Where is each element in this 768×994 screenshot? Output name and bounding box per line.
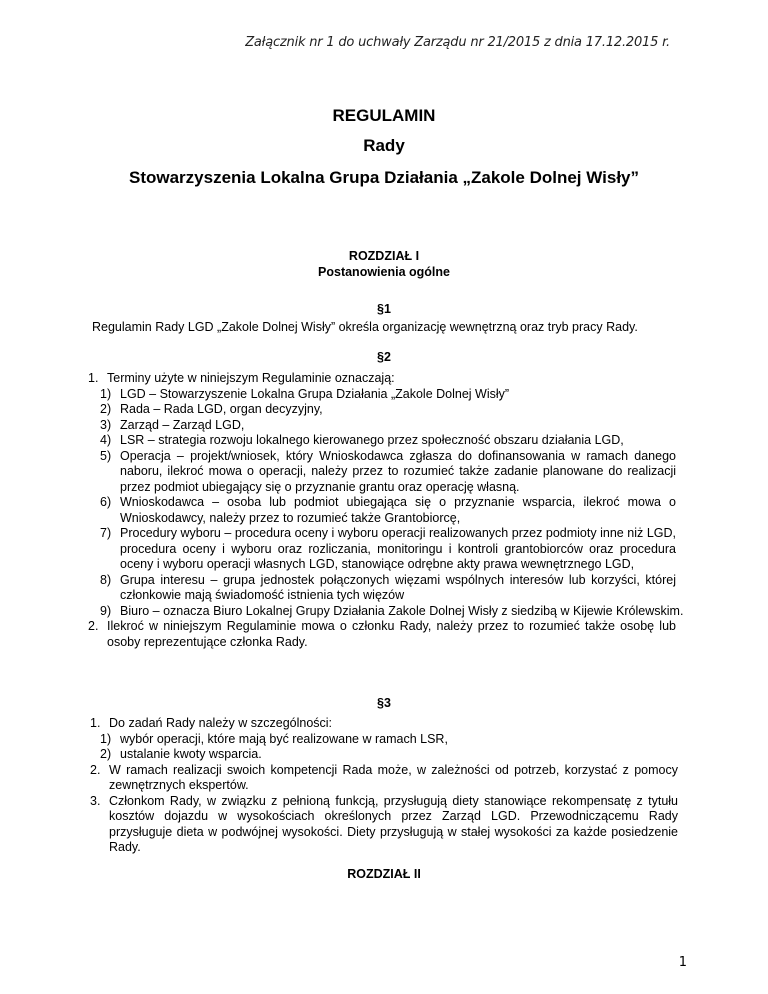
item-number: 3)	[100, 417, 112, 432]
definitions-list	[100, 386, 684, 620]
list-item	[100, 603, 684, 620]
section-2-paragraph-2	[88, 619, 676, 650]
paragraph-text: W ramach realizacji swoich kompetencji Rada może, w zależności od potrzeb, korzystać z pomocy zewnętrznych ekspertów.	[109, 762, 678, 792]
list-item	[100, 573, 676, 604]
list-item	[100, 732, 678, 748]
page-header: Załącznik nr 1 do uchwały Zarządu nr 21/2015 z dnia 17.12.2015 r.	[245, 35, 670, 50]
item-number: 5)	[100, 448, 112, 463]
section-1-mark: §1	[377, 302, 391, 316]
section-3-paragraph-3	[90, 794, 678, 856]
paragraph-text: Ilekroć w niniejszym Regulaminie mowa o członku Rady, należy przez to rozumieć także osobę lub osoby reprezentujące członka Rady.	[107, 619, 676, 649]
list-item	[100, 449, 676, 496]
paragraph-number: 1.	[90, 716, 101, 730]
item-text: wybór operacji, które mają być realizowane w ramach LSR,	[120, 731, 448, 746]
list-item	[100, 387, 676, 403]
tasks-list	[100, 732, 678, 763]
section-3-paragraph-2	[90, 763, 678, 794]
item-text: LSR – strategia rozwoju lokalnego kierowanego przez społeczność obszaru działania LGD,	[120, 433, 624, 447]
paragraph-text: Do zadań Rady należy w szczególności:	[109, 716, 333, 730]
section-3-mark: §3	[377, 696, 391, 710]
item-number: 1)	[100, 731, 112, 746]
paragraph-number: 2.	[90, 762, 101, 777]
paragraph-number: 1.	[88, 371, 99, 385]
list-item	[100, 402, 676, 418]
item-number: 8)	[100, 572, 112, 587]
item-text: Wnioskodawca – osoba lub podmiot ubiegająca się o przyznanie wsparcia, ilekroć mowa o Wnioskodawcy, należy przez to rozumieć także Grantobiorcę,	[120, 495, 676, 525]
item-text: ustalanie kwoty wsparcia.	[120, 747, 262, 761]
section-2-body	[88, 371, 684, 650]
section-3-body	[90, 716, 678, 856]
title-organization: Stowarzyszenia Lokalna Grupa Działania „Zakole Dolnej Wisły”	[129, 168, 639, 187]
item-number: 9)	[100, 603, 112, 618]
list-item	[100, 418, 676, 434]
paragraph-number: 2.	[88, 619, 99, 633]
section-1-text: Regulamin Rady LGD „Zakole Dolnej Wisły” określa organizację wewnętrzną oraz tryb pracy Rady.	[92, 320, 638, 334]
title-regulamin: REGULAMIN	[332, 106, 436, 125]
list-item	[100, 433, 676, 449]
item-text: Operacja – projekt/wniosek, który Wnioskodawca zgłasza do dofinansowania w ramach danego naboru, ilekroć mowa o operacji, należy przez to rozumieć także zadanie planowane do realizacji przez podmiot ubiegający się o przyznanie grantu oraz operację własną.	[120, 448, 676, 494]
page-number: 1	[678, 955, 687, 970]
title-rady: Rady	[363, 136, 405, 155]
item-number: 7)	[100, 526, 112, 540]
item-number: 2)	[100, 747, 112, 761]
item-text: Procedury wyboru – procedura oceny i wyboru operacji realizowanych przez podmioty inne niż LGD, procedura oceny i wyboru oraz rozliczania, monitoringu i kontroli grantobiorców oraz procedura oceny i wyboru operacji własnych LGD, stanowiące odrębne akty prawa wewnętrznego LGD,	[120, 526, 676, 571]
chapter-2-heading: ROZDZIAŁ II	[347, 867, 421, 881]
section-2-paragraph-1	[88, 371, 676, 387]
item-number: 4)	[100, 433, 112, 447]
item-text: Biuro – oznacza Biuro Lokalnej Grupy Działania Zakole Dolnej Wisły z siedzibą w Kijewie Królewskim.	[120, 603, 684, 618]
item-text: Zarząd – Zarząd LGD,	[120, 417, 245, 432]
list-item	[100, 526, 676, 573]
item-text: LGD – Stowarzyszenie Lokalna Grupa Działania „Zakole Dolnej Wisły”	[120, 386, 510, 401]
item-text: Grupa interesu – grupa jednostek połączonych więzami wspólnych interesów lub korzyści, której członkowie mają świadomość istnienia tych więzów	[120, 572, 676, 602]
item-text: Rada – Rada LGD, organ decyzyjny,	[120, 402, 323, 416]
paragraph-text: Członkom Rady, w związku z pełnioną funkcją, przysługują diety stanowiące rekompensatę z tytułu kosztów dojazdu w wysokościach określonych przez Zarząd LGD. Przewodniczącemu Rady przysługuje dieta w podwójnej wysokości. Diety przysługują w stałej wysokości za każde posiedzenie Rady.	[109, 793, 678, 854]
paragraph-text: Terminy użyte w niniejszym Regulaminie oznaczają:	[107, 371, 395, 385]
chapter-1-subheading: Postanowienia ogólne	[318, 265, 450, 279]
item-number: 6)	[100, 495, 112, 509]
list-item	[100, 495, 676, 526]
item-number: 2)	[100, 402, 112, 416]
chapter-1-heading: ROZDZIAŁ I	[348, 249, 420, 263]
section-2-mark: §2	[377, 350, 391, 364]
item-number: 1)	[100, 386, 112, 401]
section-3-paragraph-1	[90, 716, 678, 732]
list-item	[100, 747, 678, 763]
paragraph-number: 3.	[90, 793, 101, 808]
